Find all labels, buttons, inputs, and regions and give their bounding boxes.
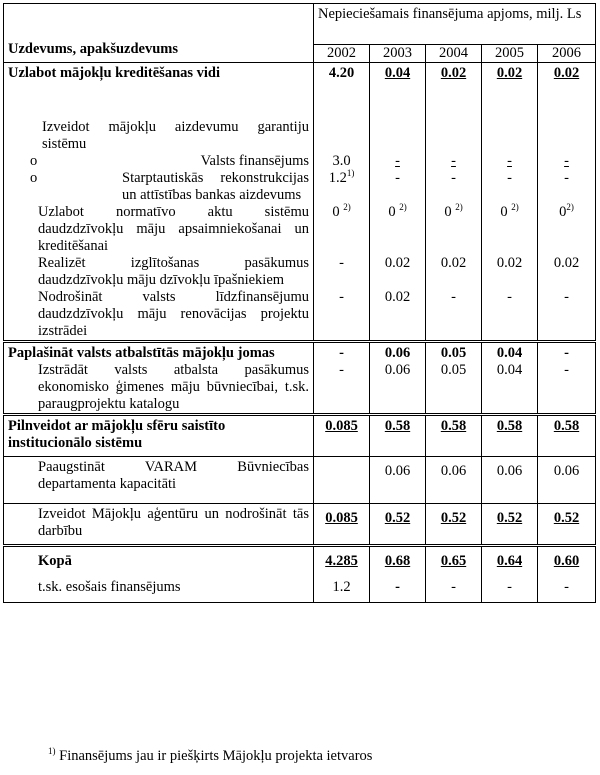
value-cell: 0.02: [482, 255, 538, 289]
section-value: 0.02: [426, 63, 482, 120]
task-row: [4, 119, 596, 204]
value-cell: 3.0 1.2$^{1)}$: [314, 119, 370, 204]
value-cell: 0.06: [538, 457, 596, 504]
value-cell: -: [314, 289, 370, 342]
bullet-label: Starptautiskās rekonstrukcijas un attīstības bankas aizdevums: [122, 170, 309, 203]
total-row: [4, 546, 596, 580]
section-value: 0.02: [482, 63, 538, 120]
section-value: 0.04: [482, 342, 538, 363]
task-label: Uzlabot normatīvo aktu sistēmu daudzdzīvokļu māju apsaimniekošanai un kreditēšanai: [4, 204, 314, 255]
task-row: [4, 289, 596, 342]
task-label: Realizēt izglītošanas pasākumus daudzdzīvokļu māju dzīvokļu īpašniekiem: [4, 255, 314, 289]
task-row: [4, 457, 596, 504]
value-cell: 0.05: [426, 362, 482, 415]
task-label: Izveidot Mājokļu aģentūru un nodrošināt tās darbību: [4, 504, 314, 546]
total-value: 4.285: [314, 546, 370, 580]
bullet-icon: o: [30, 170, 38, 186]
task-label: Izstrādāt valsts atbalsta pasākumus ekonomisko ģimenes māju būvniecībai, t.sk. paraugprojektu katalogu: [4, 362, 314, 415]
footnote-text: Finansējums jau ir piešķirts Mājokļu projekta ietvaros: [59, 748, 373, 764]
section-value: 0.58: [370, 415, 426, 457]
bullet-item: [30, 153, 309, 170]
value-cell: 0.52: [370, 504, 426, 546]
value-cell: 0.06: [426, 457, 482, 504]
section-title: Uzlabot mājokļu kreditēšanas vidi: [4, 63, 314, 120]
total-value: 0.65: [426, 546, 482, 580]
year-header: 2005: [482, 45, 538, 63]
footnote-mark: 1): [48, 746, 56, 756]
task-row: [4, 255, 596, 289]
value-cell: 0.02: [538, 255, 596, 289]
task-label: Nodrošināt valsts līdzfinansējumu daudzdzīvokļu māju renovācijas projektu izstrādei: [4, 289, 314, 342]
value-cell: 0 $^{2)}$: [482, 204, 538, 255]
value-cell: - -: [370, 119, 426, 204]
value-cell: -: [538, 289, 596, 342]
task-row: [4, 204, 596, 255]
section-value: 0.58: [538, 415, 596, 457]
value-cell: 0.06: [482, 457, 538, 504]
bullet-icon: o: [30, 153, 38, 169]
value-cell: - -: [538, 119, 596, 204]
value-cell: 0.02: [426, 255, 482, 289]
value-cell: 0$^{2)}$: [538, 204, 596, 255]
bullet-item: [30, 170, 309, 204]
value-cell: 0.52: [538, 504, 596, 546]
value-cell: 0 $^{2)}$: [314, 204, 370, 255]
existing-financing-row: [4, 579, 596, 603]
value-cell: -: [538, 362, 596, 415]
value-cell: 0.02: [370, 289, 426, 342]
section-value: -: [538, 342, 596, 363]
section-value: 0.58: [426, 415, 482, 457]
section-value: 4.20: [314, 63, 370, 120]
value-cell: -: [314, 362, 370, 415]
task-column-header: Uzdevums, apakšuzdevums: [4, 4, 314, 63]
value-cell: 0.085: [314, 504, 370, 546]
total-label: Kopā: [4, 546, 314, 580]
task-label: Paaugstināt VARAM Būvniecības departamenta kapacitāti: [4, 457, 314, 504]
year-header: 2002: [314, 45, 370, 63]
existing-value: 1.2: [314, 579, 370, 603]
total-value: 0.68: [370, 546, 426, 580]
existing-financing-label: t.sk. esošais finansējums: [4, 579, 314, 603]
task-label: Izveidot mājokļu aizdevumu garantiju sistēmu: [42, 119, 309, 152]
year-header: 2004: [426, 45, 482, 63]
header-row: [4, 4, 596, 45]
existing-value: -: [370, 579, 426, 603]
value-cell: - -: [482, 119, 538, 204]
section-value: 0.04: [370, 63, 426, 120]
task-row: [4, 504, 596, 546]
year-header: 2006: [538, 45, 596, 63]
year-header: 2003: [370, 45, 426, 63]
value-cell: 0.52: [426, 504, 482, 546]
section-value: 0.02: [538, 63, 596, 120]
financing-column-header: Nepieciešamais finansējuma apjoms, milj. Ls: [314, 4, 596, 45]
existing-value: -: [482, 579, 538, 603]
section-value: 0.05: [426, 342, 482, 363]
section-title: Pilnveidot ar mājokļu sfēru saistīto institucionālo sistēmu: [4, 415, 314, 457]
value-cell: 0.06: [370, 457, 426, 504]
task-row: [4, 362, 596, 415]
value-cell: 0 $^{2)}$: [426, 204, 482, 255]
value-cell: 0 $^{2)}$: [370, 204, 426, 255]
value-cell: 0.04: [482, 362, 538, 415]
task-cell: [4, 119, 314, 204]
value-cell: [314, 457, 370, 504]
existing-value: -: [538, 579, 596, 603]
section-value: -: [314, 342, 370, 363]
section-value: 0.085: [314, 415, 370, 457]
total-value: 0.60: [538, 546, 596, 580]
section-value: 0.06: [370, 342, 426, 363]
total-value: 0.64: [482, 546, 538, 580]
footnote: [48, 748, 372, 765]
value-cell: -: [314, 255, 370, 289]
value-cell: 0.02: [370, 255, 426, 289]
bullet-label: Valsts finansējums: [200, 153, 309, 169]
section-title: Paplašināt valsts atbalstītās mājokļu jomas: [4, 342, 314, 363]
section-row: [4, 63, 596, 120]
financing-table: [3, 3, 596, 603]
section-row: [4, 415, 596, 457]
value-cell: - -: [426, 119, 482, 204]
section-row: [4, 342, 596, 363]
value-cell: 0.52: [482, 504, 538, 546]
existing-value: -: [426, 579, 482, 603]
value-cell: -: [426, 289, 482, 342]
value-cell: 0.06: [370, 362, 426, 415]
section-value: 0.58: [482, 415, 538, 457]
value-cell: -: [482, 289, 538, 342]
